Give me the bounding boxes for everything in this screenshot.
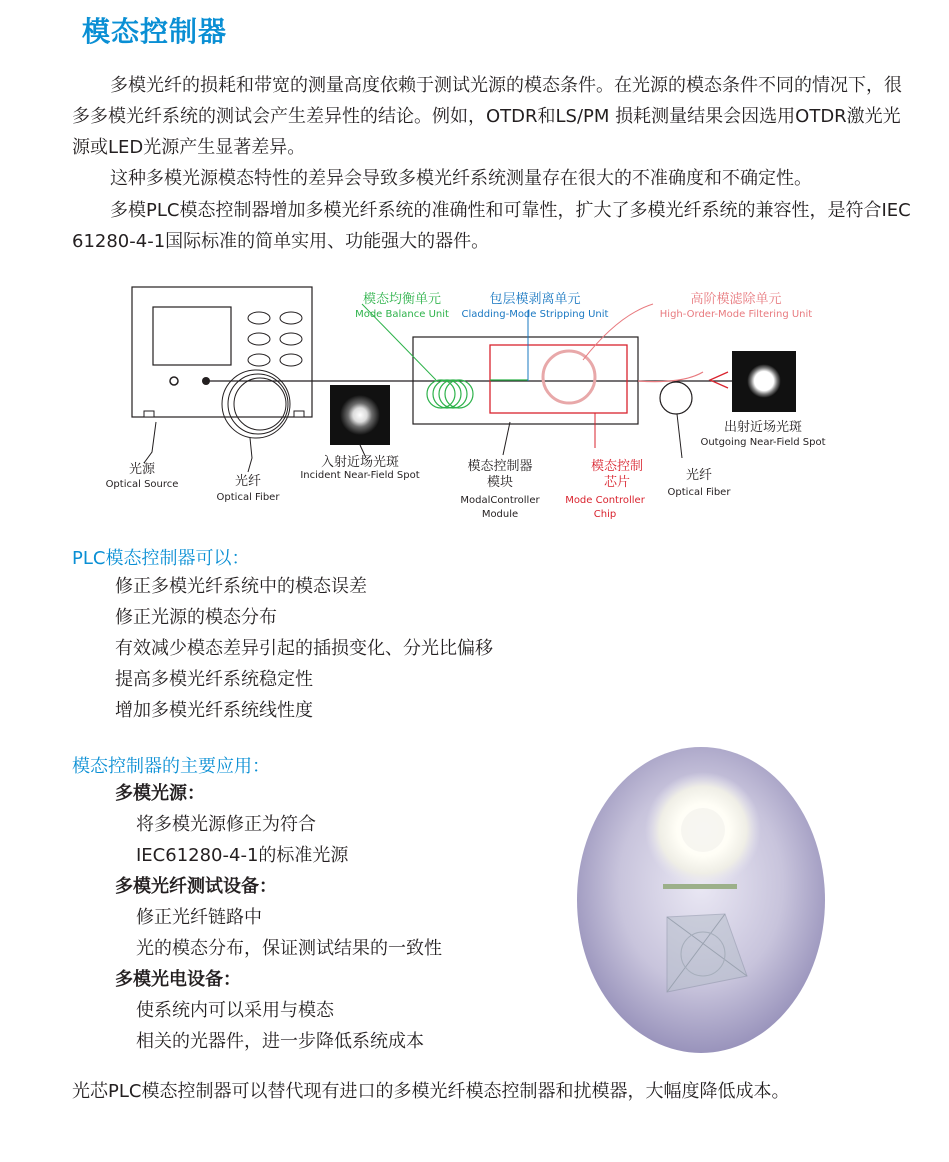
list-item: 修正多模光纤系统中的模态误差	[115, 576, 367, 597]
label-source-en: Optical Source	[105, 479, 179, 490]
applications-list	[115, 778, 442, 1057]
app-line: 使系统内可以采用与模态	[136, 1000, 334, 1021]
label-balance-cn: 模态均衡单元	[362, 292, 442, 307]
label-chip-cn1: 模态控制	[590, 459, 644, 474]
label-chip-en2: Chip	[593, 509, 617, 520]
intro-paragraph-1: 多模光纤的损耗和带宽的测量高度依赖于测试光源的模态条件。在光源的模态条件不同的情况下，很多多模光纤系统的测试会产生差异性的结论。例如，OTDR和LS/PM 损耗测量结果会因选用OTDR激光光源或LED光源产生显著差异。	[72, 75, 902, 158]
intro-paragraph-3: 多模PLC模态控制器增加多模光纤系统的准确性和可靠性，扩大了多模光纤系统的兼容性，是符合IEC 61280-4-1国际标准的简单实用、功能强大的器件。	[72, 200, 911, 252]
label-outgoing-en: Outgoing Near-Field Spot	[700, 437, 826, 448]
app-line: 相关的光器件，进一步降低系统成本	[136, 1031, 424, 1052]
label-incident-cn: 入射近场光斑	[320, 455, 400, 470]
label-fiber-en: Optical Fiber	[216, 492, 280, 503]
mode-controller-diagram	[98, 280, 858, 525]
can-do-list	[115, 571, 493, 726]
app-group-title: 多模光纤测试设备：	[115, 876, 277, 897]
app-line: 将多模光源修正为符合	[136, 814, 316, 835]
output-fiber-icon	[660, 382, 692, 414]
chip-photo	[575, 744, 827, 1056]
label-fiber-cn: 光纤	[234, 474, 262, 489]
app-group-title: 多模光电设备：	[115, 969, 241, 990]
applications-heading: 模态控制器的主要应用：	[72, 756, 270, 777]
label-source-cn: 光源	[128, 462, 156, 477]
closing-statement: 光芯PLC模态控制器可以替代现有进口的多模光纤模态控制器和扰模器，大幅度降低成本。	[72, 1081, 790, 1102]
app-line: 光的模态分布，保证测试结果的一致性	[136, 938, 442, 959]
list-item: 修正光源的模态分布	[115, 607, 277, 628]
high-order-filter-ring-icon	[543, 351, 595, 403]
app-group-title: 多模光源：	[115, 783, 205, 804]
app-line: IEC61280-4-1的标准光源	[136, 845, 349, 866]
label-fiber2-en: Optical Fiber	[667, 487, 731, 498]
label-module-en1: ModalController	[460, 495, 540, 506]
label-highorder-en: High-Order-Mode Filtering Unit	[659, 309, 813, 320]
list-item: 提高多模光纤系统稳定性	[115, 669, 313, 690]
mode-balance-coil-icon	[427, 380, 473, 408]
label-highorder-cn: 高阶模滤除单元	[690, 292, 782, 307]
label-cladding-cn: 包层模剥离单元	[489, 292, 581, 307]
app-line: 修正光纤链路中	[136, 907, 262, 928]
list-item: 有效减少模态差异引起的插损变化、分光比偏移	[115, 638, 493, 659]
page-title: 模态控制器	[82, 15, 228, 48]
label-cladding-en: Cladding-Mode Stripping Unit	[461, 309, 609, 320]
label-chip-cn2: 芯片	[603, 475, 631, 490]
label-module-cn2: 模块	[486, 475, 514, 490]
label-module-en2: Module	[481, 509, 519, 520]
label-outgoing-cn: 出射近场光斑	[723, 420, 803, 435]
list-item: 增加多模光纤系统线性度	[115, 700, 313, 721]
label-module-cn1: 模态控制器	[467, 459, 533, 474]
intro-paragraph-2: 这种多模光源模态特性的差异会导致多模光纤系统测量存在很大的不准确度和不确定性。	[110, 168, 812, 189]
label-incident-en: Incident Near-Field Spot	[300, 470, 420, 481]
label-balance-en: Mode Balance Unit	[355, 309, 449, 320]
mode-controller-chip-box	[490, 345, 627, 413]
label-chip-en1: Mode Controller	[565, 495, 645, 506]
label-fiber2-cn: 光纤	[685, 468, 713, 483]
can-do-heading: PLC模态控制器可以：	[72, 548, 250, 569]
